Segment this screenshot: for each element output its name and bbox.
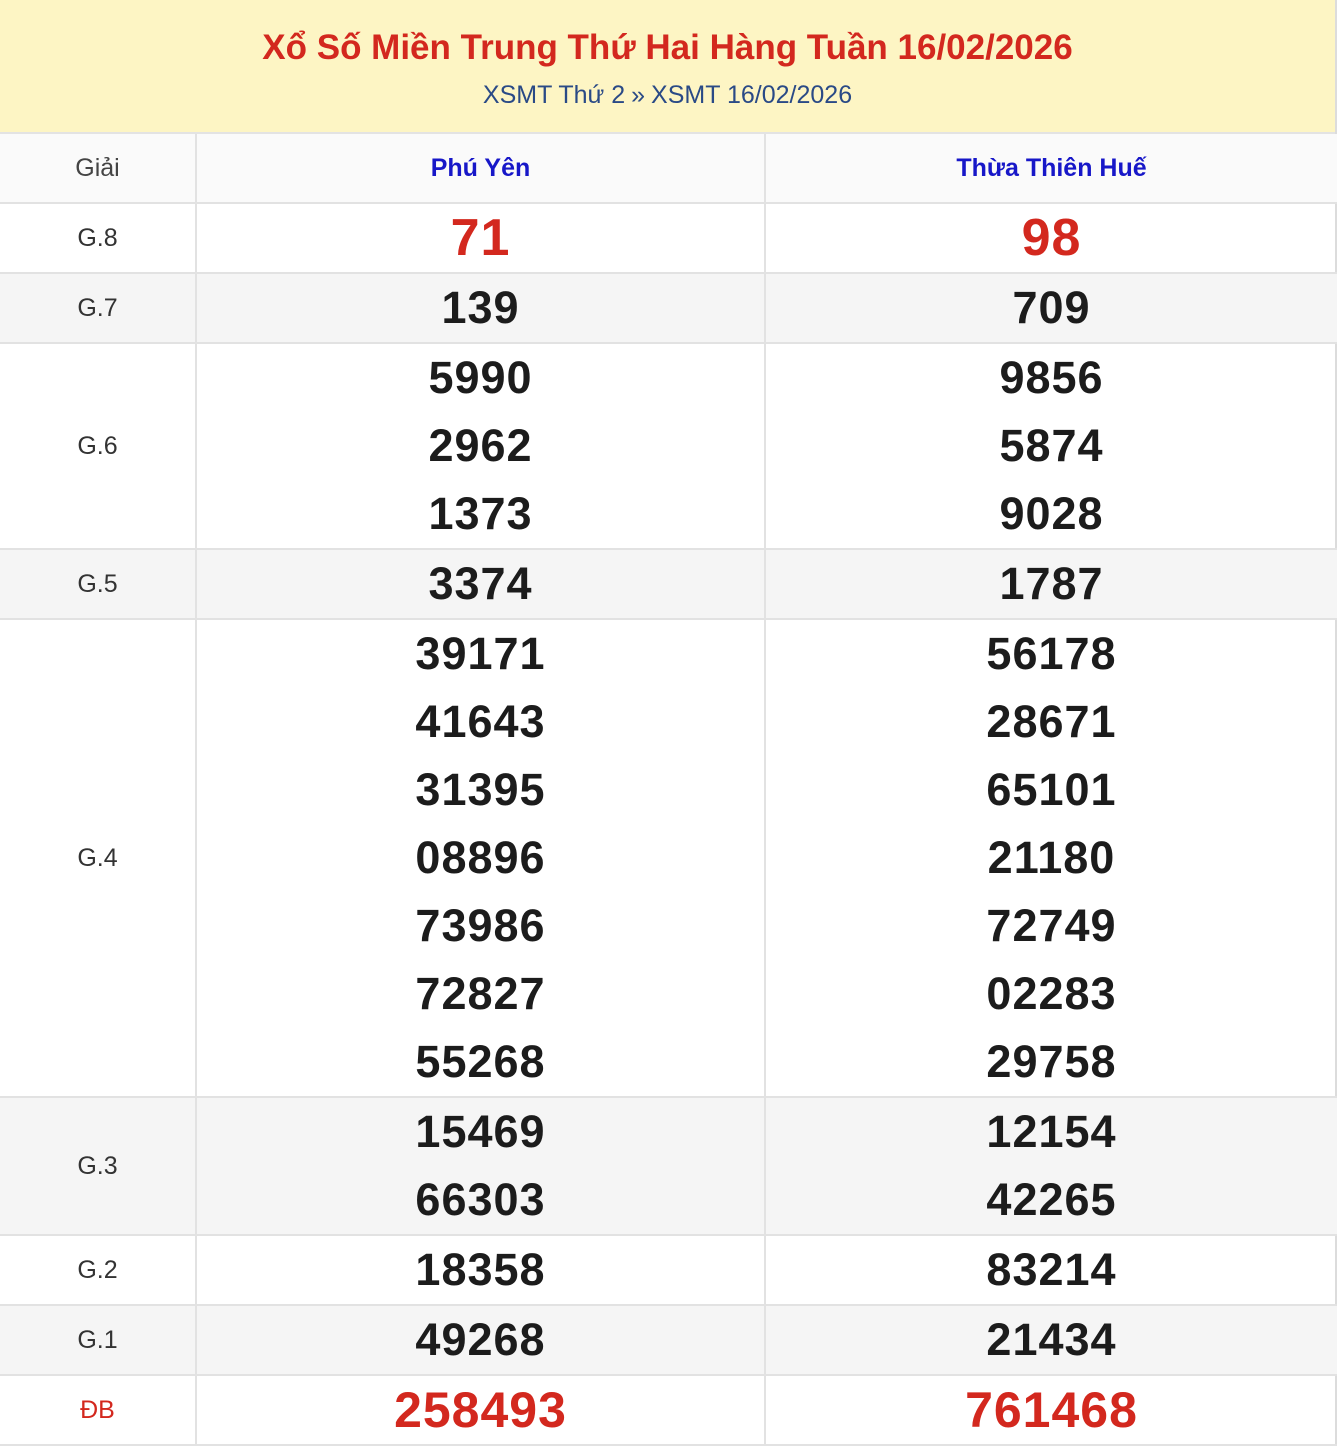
result-number: 98: [1021, 209, 1082, 267]
result-number: 02283: [986, 968, 1117, 1019]
breadcrumb-separator: »: [631, 81, 646, 109]
cell-phu-yen: [196, 549, 765, 619]
breadcrumb-link-weekday[interactable]: XSMT Thứ 2: [482, 81, 626, 109]
cell-phu-yen: [196, 1305, 765, 1375]
result-number: 72827: [415, 968, 546, 1019]
table-header-row: [0, 134, 1337, 203]
table-row: [0, 343, 1337, 549]
result-number: 709: [1012, 282, 1091, 333]
prize-label: G.8: [0, 203, 196, 273]
result-number: 2962: [428, 420, 533, 471]
result-number: 56178: [986, 628, 1117, 679]
cell-thua-thien-hue: [765, 273, 1337, 343]
table-row: [0, 549, 1337, 619]
table-row: [0, 1305, 1337, 1375]
result-number: 139: [441, 282, 520, 333]
result-number: 1373: [428, 488, 533, 539]
prize-label: ĐB: [0, 1375, 196, 1445]
column-header-thua-thien-hue[interactable]: Thừa Thiên Huế: [765, 134, 1337, 203]
cell-thua-thien-hue: [765, 1235, 1337, 1305]
result-number: 1787: [999, 558, 1104, 609]
result-number: 49268: [415, 1314, 546, 1365]
table-row: [0, 1375, 1337, 1445]
result-number: 39171: [415, 628, 546, 679]
result-number: 3374: [428, 558, 533, 609]
prize-label: G.2: [0, 1235, 196, 1305]
result-number: 12154: [986, 1106, 1117, 1157]
result-number: 5874: [999, 420, 1104, 471]
table-row: [0, 1097, 1337, 1235]
table-row: [0, 203, 1337, 273]
result-number: 42265: [986, 1174, 1117, 1225]
result-number: 15469: [415, 1106, 546, 1157]
table-row: [0, 619, 1337, 1097]
prize-label: G.7: [0, 273, 196, 343]
result-number: 29758: [986, 1036, 1117, 1087]
page-title: Xổ Số Miền Trung Thứ Hai Hàng Tuần 16/02/2026: [262, 28, 1073, 67]
result-number: 65101: [986, 764, 1117, 815]
breadcrumb: [0, 80, 1335, 110]
result-number: 761468: [965, 1382, 1138, 1438]
prize-label: G.1: [0, 1305, 196, 1375]
cell-phu-yen: [196, 273, 765, 343]
cell-thua-thien-hue: [765, 1097, 1337, 1235]
cell-thua-thien-hue: [765, 343, 1337, 549]
results-table: [0, 134, 1337, 1446]
results-header: [0, 0, 1335, 134]
result-number: 21180: [987, 832, 1116, 883]
prize-label: G.5: [0, 549, 196, 619]
column-header-prize: Giải: [0, 134, 196, 203]
cell-thua-thien-hue: [765, 1375, 1337, 1445]
breadcrumb-link-date[interactable]: XSMT 16/02/2026: [651, 81, 853, 109]
column-header-phu-yen[interactable]: Phú Yên: [196, 134, 765, 203]
result-number: 83214: [986, 1244, 1117, 1295]
result-number: 9856: [999, 352, 1104, 403]
cell-thua-thien-hue: [765, 1305, 1337, 1375]
result-number: 28671: [986, 696, 1117, 747]
table-row: [0, 1235, 1337, 1305]
prize-label: G.4: [0, 619, 196, 1097]
cell-phu-yen: [196, 619, 765, 1097]
cell-phu-yen: [196, 1097, 765, 1235]
result-number: 41643: [415, 696, 546, 747]
table-row: [0, 273, 1337, 343]
result-number: 55268: [415, 1036, 546, 1087]
result-number: 258493: [394, 1382, 567, 1438]
result-number: 21434: [986, 1314, 1117, 1365]
result-number: 18358: [415, 1244, 546, 1295]
result-number: 66303: [415, 1174, 546, 1225]
result-number: 72749: [986, 900, 1117, 951]
results-body: [0, 203, 1337, 1445]
cell-thua-thien-hue: [765, 203, 1337, 273]
result-number: 31395: [415, 764, 546, 815]
cell-phu-yen: [196, 1235, 765, 1305]
result-number: 08896: [415, 832, 546, 883]
result-number: 73986: [415, 900, 546, 951]
cell-phu-yen: [196, 343, 765, 549]
result-number: 5990: [428, 352, 533, 403]
prize-label: G.6: [0, 343, 196, 549]
cell-thua-thien-hue: [765, 619, 1337, 1097]
cell-thua-thien-hue: [765, 549, 1337, 619]
cell-phu-yen: [196, 1375, 765, 1445]
result-number: 9028: [999, 488, 1104, 539]
cell-phu-yen: [196, 203, 765, 273]
prize-label: G.3: [0, 1097, 196, 1235]
result-number: 71: [450, 209, 511, 267]
